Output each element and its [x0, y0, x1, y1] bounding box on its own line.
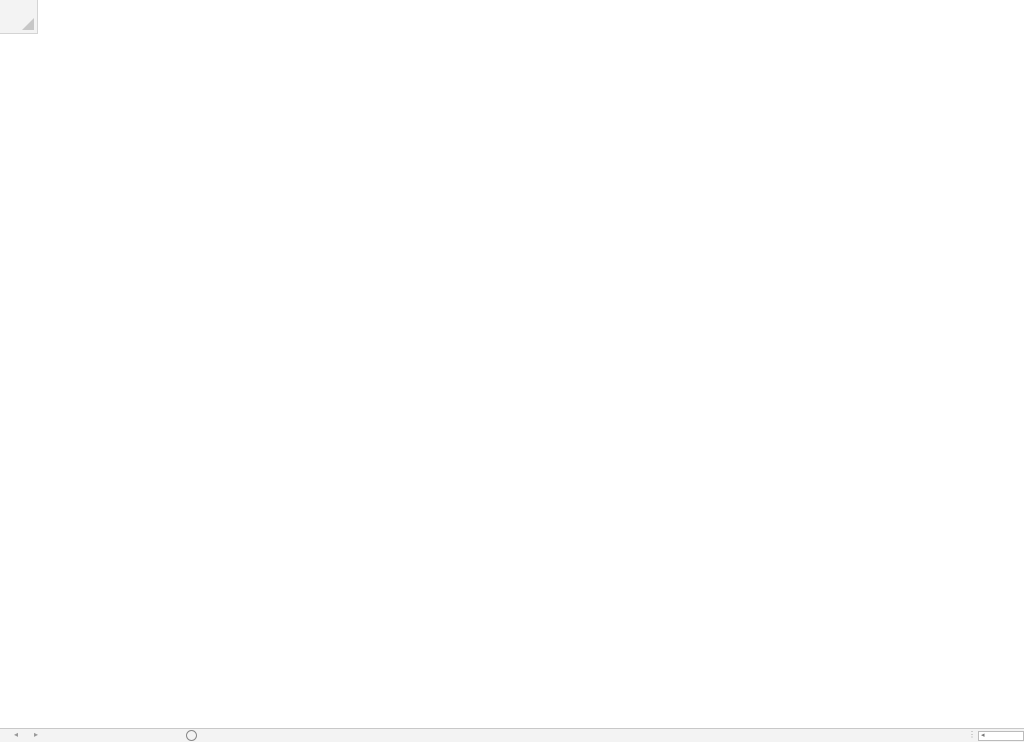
- add-sheet-icon[interactable]: [186, 730, 197, 741]
- horizontal-scrollbar[interactable]: [978, 731, 1024, 741]
- scroll-tabs-left-icon[interactable]: ◂: [14, 730, 19, 739]
- scroll-left-icon[interactable]: ◂: [981, 732, 985, 739]
- sheet-tab-bar: [0, 728, 1024, 742]
- more-icon[interactable]: ⋮: [968, 730, 976, 739]
- scroll-tabs-right-icon[interactable]: ▸: [34, 730, 39, 739]
- select-all-button[interactable]: [0, 0, 38, 34]
- column-header-row: [0, 0, 1024, 34]
